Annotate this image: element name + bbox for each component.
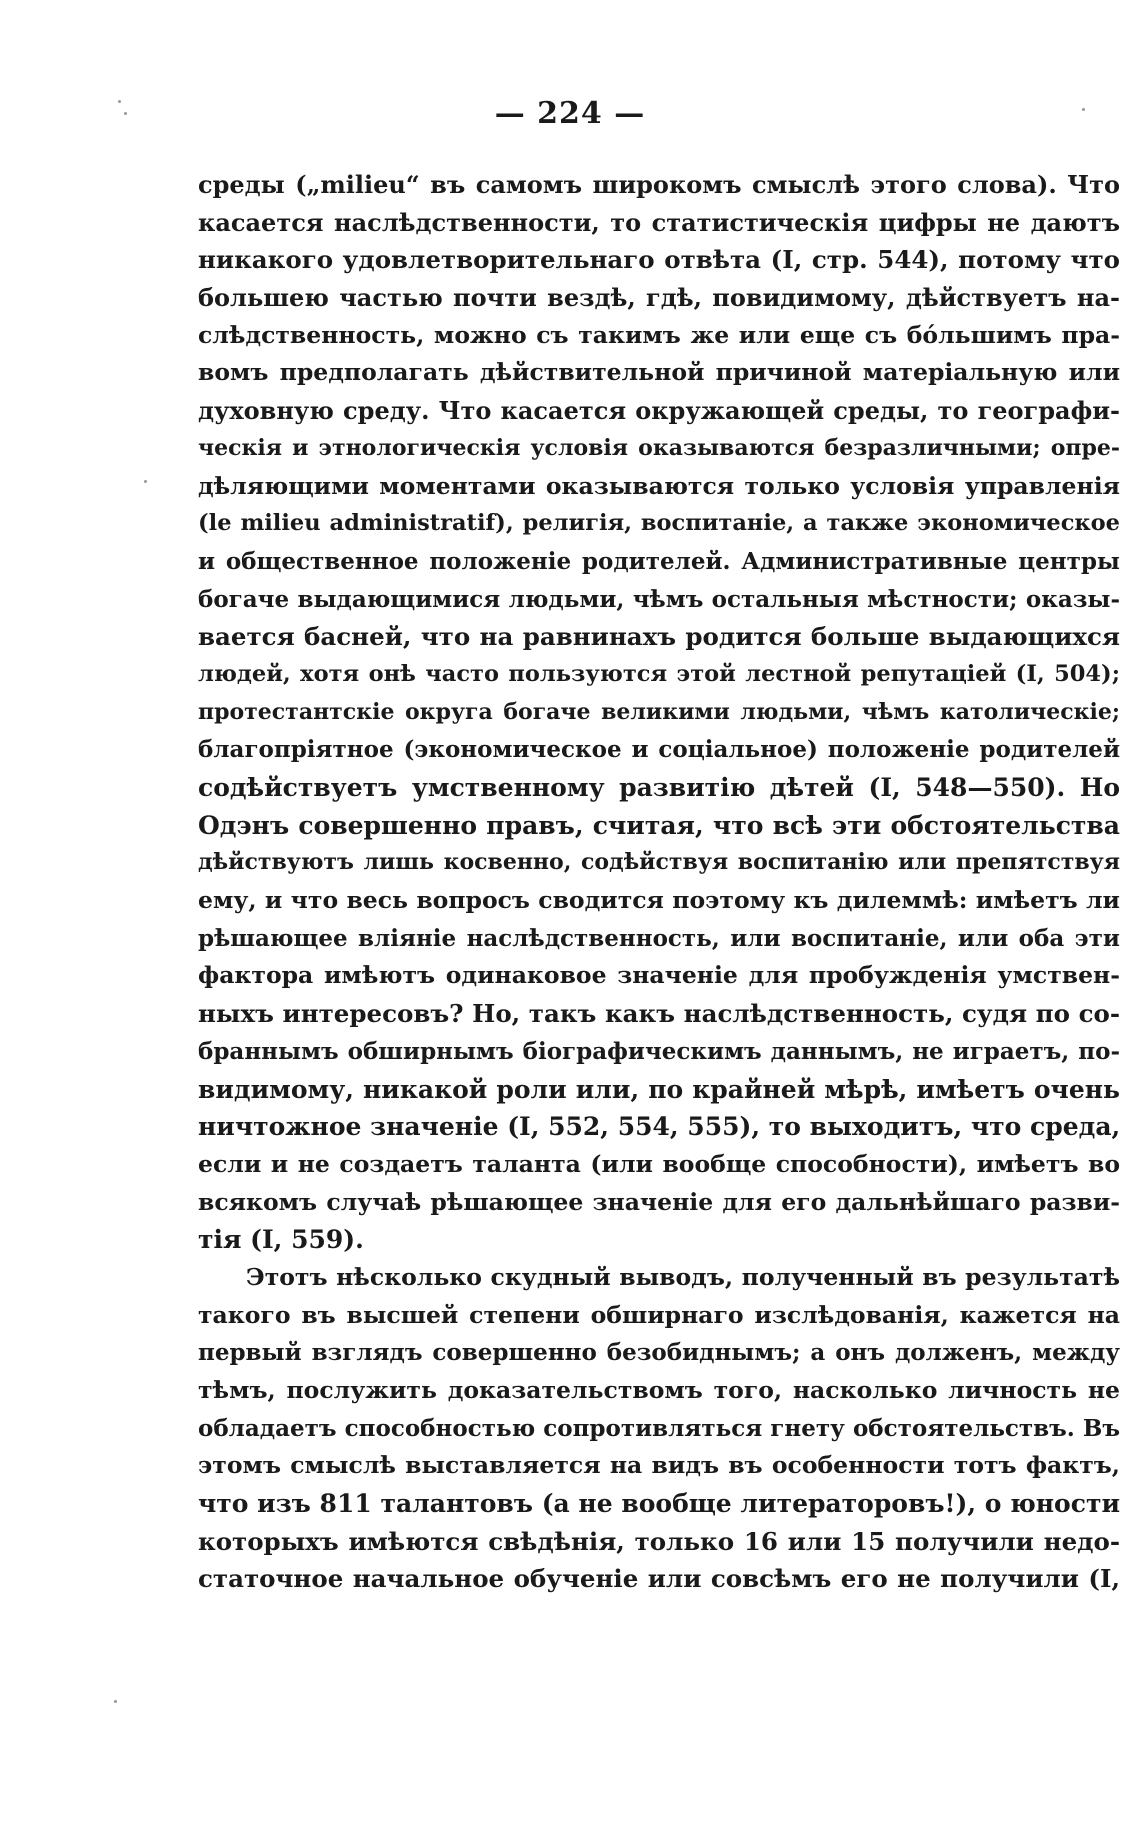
text-line: которыхъ имѣются свѣдѣнія, только 16 или 15 получили недо- [198,1526,1120,1556]
text-line: такого въ высшей степени обширнаго изслѣдованія, кажется на [198,1300,1120,1329]
text-line: большею частью почти вездѣ, гдѣ, повидимому, дѣйствуетъ на- [198,283,1120,313]
text-line: фактора имѣютъ одинаковое значеніе для пробужденія умствен- [198,961,1120,990]
text-line: и общественное положеніе родителей. Административные центры [198,547,1120,575]
text-line: дѣляющими моментами оказываются только условія управленія [198,471,1120,500]
paragraph-1 [198,166,1120,1259]
scan-speck [114,1700,117,1703]
text-line: духовную среду. Что касается окружающей среды, то географи- [198,396,1120,426]
text-line: содѣйствуетъ умственному развитію дѣтей (I, 548—550). Но [198,773,1120,802]
scan-speck [1082,108,1085,111]
text-line: вается басней, что на равнинахъ родится больше выдающихся [198,622,1120,652]
paragraph-2 [198,1259,1120,1598]
text-line: никакого удовлетворительнаго отвѣта (I, стр. 544), потому что [198,245,1120,275]
text-line: (le milieu administratif), религія, воспитаніе, а также экономическое [198,510,1120,537]
text-line: людей, хотя онѣ часто пользуются этой лестной репутаціей (I, 504); [198,660,1120,687]
text-line: Этотъ нѣсколько скудный выводъ, полученный въ результатѣ [246,1262,1120,1291]
text-line: дѣйствуютъ лишь косвенно, содѣйствуя воспитанію или препятствуя [198,849,1120,876]
text-line: обладаетъ способностью сопротивляться гнету обстоятельствъ. Въ [198,1414,1120,1442]
text-line: первый взглядъ совершенно безобиднымъ; а онъ долженъ, между [198,1339,1120,1367]
text-line: Одэнъ совершенно правъ, считая, что всѣ эти обстоятельства [198,810,1120,840]
text-line: протестантскіе округа богаче великими людьми, чѣмъ католическіе; [198,698,1120,725]
text-line: всякомъ случаѣ рѣшающее значеніе для его дальнѣйшаго разви- [198,1187,1120,1216]
text-line: касается наслѣдственности, то статистическія цифры не даютъ [198,207,1120,237]
scan-speck [118,100,121,103]
scan-speck [144,480,147,483]
text-line: что изъ 811 талантовъ (а не вообще литераторовъ!), о юности [198,1489,1120,1519]
text-line: статочное начальное обученіе или совсѣмъ его не получили (I, [198,1564,1120,1594]
page-number: — 224 — [494,96,646,131]
text-line: видимому, никакой роли или, по крайней мѣрѣ, имѣетъ очень [198,1074,1120,1104]
text-line: если и не создаетъ таланта (или вообще способности), имѣетъ во [198,1149,1120,1178]
body-text [198,166,1120,1598]
text-line: ныхъ интересовъ? Но, такъ какъ наслѣдственность, судя по со- [198,999,1120,1029]
text-line: этомъ смыслѣ выставляется на видъ въ особенности тотъ фактъ, [198,1451,1120,1480]
text-line: ческія и этнологическія условія оказываются безразличными; опре- [198,434,1120,461]
text-line: богаче выдающимися людьми, чѣмъ остальныя мѣстности; оказы- [198,585,1120,613]
text-line: браннымъ обширнымъ біографическимъ даннымъ, не играетъ, по- [198,1037,1120,1065]
text-line: среды („milieu“ въ самомъ широкомъ смыслѣ этого слова). Что [198,170,1120,199]
text-line: тія (I, 559). [198,1225,364,1255]
text-line: ему, и что весь вопросъ сводится поэтому къ дилеммѣ: имѣетъ ли [198,886,1120,915]
scan-speck [124,112,127,115]
text-line: вомъ предполагать дѣйствительной причиной матеріальную или [198,358,1120,387]
text-line: слѣдственность, можно съ такимъ же или еще съ бóльшимъ пра- [198,320,1120,349]
text-line: тѣмъ, послужить доказательствомъ того, насколько личность не [198,1376,1120,1404]
text-line: ничтожное значеніе (I, 552, 554, 555), то выходитъ, что среда, [198,1112,1120,1142]
text-line: рѣшающее вліяніе наслѣдственность, или воспитаніе, или оба эти [198,924,1120,952]
text-line: благопріятное (экономическое и соціальное) положеніе родителей [198,736,1120,764]
